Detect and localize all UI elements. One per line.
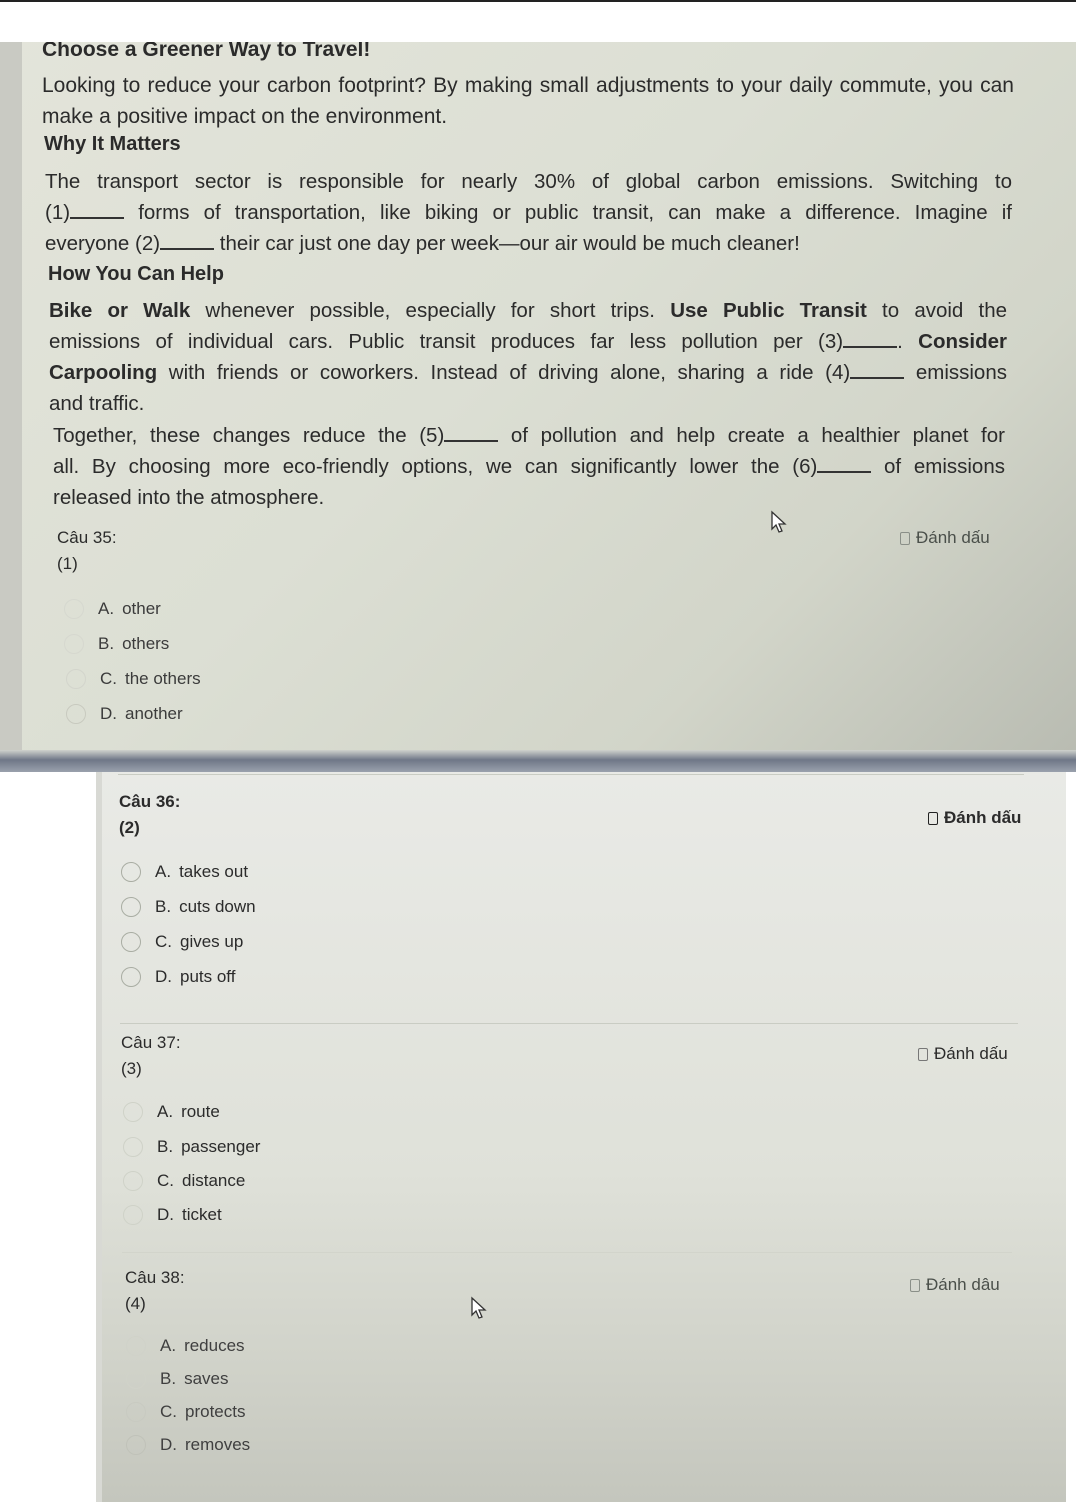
mouse-cursor-icon bbox=[770, 510, 788, 534]
public-transit-bold: Use Public Transit bbox=[670, 299, 867, 322]
bookmark-icon bbox=[900, 532, 910, 545]
radio-circle-icon[interactable] bbox=[121, 967, 141, 987]
option-a[interactable] bbox=[64, 599, 161, 619]
option-text: cuts down bbox=[179, 897, 256, 916]
blank-5 bbox=[444, 424, 498, 442]
radio-circle-icon[interactable] bbox=[126, 1435, 146, 1455]
blank-6 bbox=[817, 455, 871, 473]
option-text: another bbox=[125, 704, 183, 723]
option-text: distance bbox=[182, 1171, 246, 1190]
divider bbox=[120, 1023, 1018, 1024]
consider-bold: Consider bbox=[918, 330, 1007, 353]
option-letter: A. bbox=[155, 862, 172, 881]
bookmark-icon bbox=[918, 1048, 928, 1061]
option-letter: B. bbox=[157, 1137, 174, 1156]
question-ref: (2) bbox=[119, 818, 140, 837]
blank-2-label: everyone (2) bbox=[45, 232, 161, 255]
help-heading: How You Can Help bbox=[48, 263, 224, 285]
bookmark-icon bbox=[910, 1279, 920, 1292]
option-letter: D. bbox=[100, 704, 117, 723]
radio-circle-icon[interactable] bbox=[64, 599, 84, 619]
passage-intro: Looking to reduce your carbon footprint? By making small adjustments to your daily commute, you can make a positive impact on the environment. bbox=[42, 74, 1014, 128]
radio-circle-icon[interactable] bbox=[123, 1137, 143, 1157]
question-ref: (1) bbox=[57, 554, 78, 573]
option-text: others bbox=[122, 634, 170, 653]
question-38 bbox=[125, 1268, 185, 1314]
option-letter: D. bbox=[157, 1205, 174, 1224]
blank-1 bbox=[70, 201, 124, 219]
left-bezel bbox=[0, 42, 22, 750]
bookmark-icon bbox=[928, 812, 938, 825]
option-d[interactable] bbox=[123, 1205, 222, 1225]
option-d[interactable] bbox=[126, 1435, 250, 1455]
option-a[interactable] bbox=[123, 1102, 220, 1122]
bookmark-label: Đánh dâu bbox=[926, 1275, 1000, 1294]
question-35 bbox=[57, 528, 117, 574]
option-text: saves bbox=[184, 1369, 229, 1388]
radio-circle-icon[interactable] bbox=[123, 1171, 143, 1191]
radio-circle-icon[interactable] bbox=[121, 932, 141, 952]
option-text: other bbox=[122, 599, 161, 618]
bookmark-button[interactable] bbox=[918, 1044, 1008, 1064]
option-letter: D. bbox=[160, 1435, 177, 1454]
radio-circle-icon[interactable] bbox=[66, 704, 86, 724]
question-number: Câu 37: bbox=[121, 1033, 181, 1052]
option-letter: A. bbox=[160, 1336, 177, 1355]
option-d[interactable] bbox=[66, 704, 183, 724]
radio-circle-icon[interactable] bbox=[123, 1102, 143, 1122]
question-number: Câu 36: bbox=[119, 792, 181, 811]
help-line-3-text: with friends or coworkers. Instead of driving alone, sharing a ride (4) bbox=[157, 361, 851, 384]
radio-circle-icon[interactable] bbox=[126, 1336, 146, 1356]
option-text: the others bbox=[125, 669, 201, 688]
help-line-4: and traffic. bbox=[49, 392, 145, 415]
radio-circle-icon[interactable] bbox=[64, 634, 84, 654]
divider bbox=[118, 774, 1024, 775]
bike-walk-bold: Bike or Walk bbox=[49, 299, 191, 322]
bookmark-label: Đánh dấu bbox=[934, 1044, 1008, 1063]
option-b[interactable] bbox=[126, 1369, 228, 1389]
option-letter: C. bbox=[160, 1402, 177, 1421]
option-letter: A. bbox=[157, 1102, 174, 1121]
option-letter: B. bbox=[155, 897, 172, 916]
help-line-2 bbox=[49, 326, 1007, 357]
help-line-3-end: emissions bbox=[904, 361, 1007, 384]
option-text: removes bbox=[185, 1435, 251, 1454]
carpooling-bold: Carpooling bbox=[49, 361, 158, 384]
why-line-2 bbox=[45, 197, 1012, 228]
option-b[interactable] bbox=[123, 1137, 260, 1157]
blank-1-label: (1) bbox=[45, 201, 71, 224]
option-text: route bbox=[181, 1102, 220, 1121]
option-b[interactable] bbox=[121, 897, 256, 917]
help-line-2-punct: . bbox=[897, 330, 919, 353]
photo-seam bbox=[0, 750, 1076, 772]
together-paragraph bbox=[53, 420, 1005, 513]
photo-right-margin bbox=[1066, 772, 1076, 1502]
option-text: protects bbox=[185, 1402, 246, 1421]
help-line-1-text: whenever possible, especially for short trips. bbox=[190, 299, 671, 322]
option-c[interactable] bbox=[123, 1171, 245, 1191]
option-c[interactable] bbox=[126, 1402, 245, 1422]
question-number: Câu 35: bbox=[57, 528, 117, 547]
option-d[interactable] bbox=[121, 967, 235, 987]
option-letter: C. bbox=[155, 932, 172, 951]
divider bbox=[122, 1252, 1012, 1253]
question-ref: (3) bbox=[121, 1059, 142, 1078]
why-line-2-text: forms of transportation, like biking or public transit, can make a difference. Imagine if bbox=[124, 201, 1012, 224]
left-margin bbox=[0, 772, 96, 1502]
option-letter: C. bbox=[100, 669, 117, 688]
radio-circle-icon[interactable] bbox=[126, 1369, 146, 1389]
radio-circle-icon[interactable] bbox=[126, 1402, 146, 1422]
help-line-3 bbox=[49, 357, 1007, 388]
option-text: gives up bbox=[180, 932, 244, 951]
mouse-cursor-icon bbox=[470, 1296, 488, 1320]
why-line-3-text: their car just one day per week—our air would be much cleaner! bbox=[214, 232, 800, 255]
option-a[interactable] bbox=[121, 862, 248, 882]
radio-circle-icon[interactable] bbox=[123, 1205, 143, 1225]
option-c[interactable] bbox=[121, 932, 243, 952]
blank-2 bbox=[160, 232, 214, 250]
blank-3 bbox=[843, 330, 897, 348]
upper-screen-photo bbox=[0, 42, 1076, 750]
radio-circle-icon[interactable] bbox=[121, 862, 141, 882]
option-c[interactable] bbox=[66, 669, 201, 689]
together-line-2-text: all. By choosing more eco-friendly options, we can significantly lower the (6) bbox=[53, 455, 818, 478]
lower-screen-photo bbox=[0, 772, 1066, 1502]
together-line-1-text: Together, these changes reduce the (5) bbox=[53, 424, 445, 447]
option-b[interactable] bbox=[64, 634, 169, 654]
option-text: passenger bbox=[181, 1137, 261, 1156]
option-letter: D. bbox=[155, 967, 172, 986]
question-ref: (4) bbox=[125, 1294, 146, 1313]
bookmark-button[interactable] bbox=[928, 808, 1021, 828]
question-37 bbox=[121, 1033, 181, 1079]
together-line-1-end: of pollution and help create a healthier planet for bbox=[498, 424, 1005, 447]
bookmark-button[interactable] bbox=[910, 1275, 1000, 1295]
option-text: ticket bbox=[182, 1205, 222, 1224]
bookmark-button[interactable] bbox=[900, 528, 990, 548]
why-line-1: The transport sector is responsible for nearly 30% of global carbon emissions. Switching to bbox=[45, 170, 1012, 193]
bookmark-label: Đánh dấu bbox=[916, 528, 990, 547]
option-letter: B. bbox=[98, 634, 115, 653]
left-bezel bbox=[96, 772, 102, 1502]
radio-circle-icon[interactable] bbox=[121, 897, 141, 917]
option-a[interactable] bbox=[126, 1336, 245, 1356]
together-line-2-end: of emissions bbox=[871, 455, 1005, 478]
together-line-3: released into the atmosphere. bbox=[53, 486, 325, 509]
option-text: puts off bbox=[180, 967, 236, 986]
why-line-3 bbox=[45, 228, 1012, 259]
option-letter: C. bbox=[157, 1171, 174, 1190]
help-line-2-text: emissions of individual cars. Public transit produces far less pollution per (3) bbox=[49, 330, 844, 353]
option-text: reduces bbox=[184, 1336, 245, 1355]
help-paragraph bbox=[49, 295, 1007, 419]
help-line-1-end: to avoid the bbox=[866, 299, 1007, 322]
option-text: takes out bbox=[179, 862, 249, 881]
why-paragraph bbox=[45, 166, 1012, 259]
help-line-1 bbox=[49, 295, 1007, 326]
photo-top-margin bbox=[0, 2, 1076, 42]
together-line-1 bbox=[53, 420, 1005, 451]
radio-circle-icon[interactable] bbox=[66, 669, 86, 689]
why-heading: Why It Matters bbox=[44, 133, 181, 155]
passage-title: Choose a Greener Way to Travel! bbox=[42, 42, 371, 61]
option-letter: B. bbox=[160, 1369, 177, 1388]
question-36 bbox=[119, 792, 180, 838]
option-letter: A. bbox=[98, 599, 115, 618]
question-number: Câu 38: bbox=[125, 1268, 185, 1287]
bookmark-label: Đánh dấu bbox=[944, 808, 1022, 827]
together-line-2 bbox=[53, 451, 1005, 482]
blank-4 bbox=[850, 361, 904, 379]
